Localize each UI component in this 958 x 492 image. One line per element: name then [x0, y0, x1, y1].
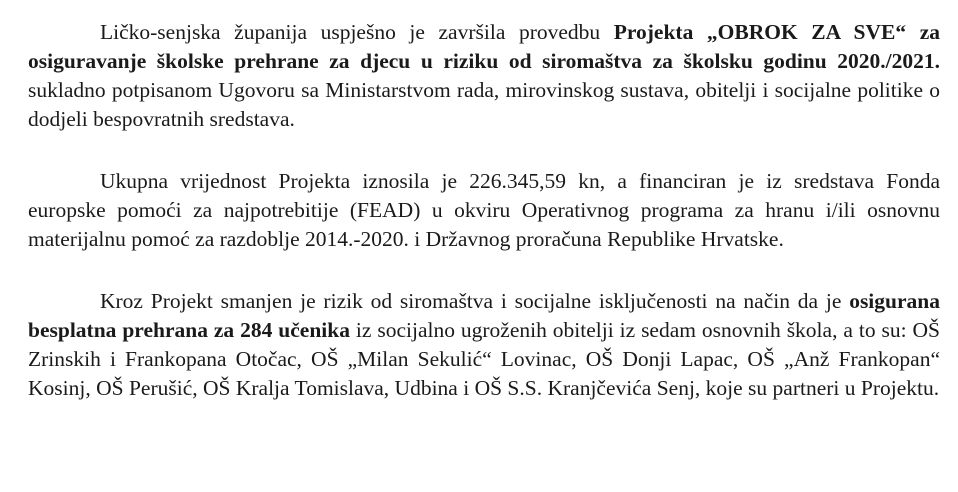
text-segment: Kroz Projekt smanjen je rizik od siromaštva i socijalne isključenosti na način da je — [100, 289, 850, 313]
text-segment: iz socijalno ugroženih obitelji iz sedam osnovnih škola, a to su: OŠ Zrinskih i Frankopana Otočac, OŠ „Milan Sekulić“ Lovinac, OŠ Donji Lapac, OŠ „Anž Frankopan“ Kosinj, OŠ Perušić, OŠ Kralja Tomislava, Udbina i OŠ S.S. Kranjčevića Senj, koje su partneri u Projektu. — [28, 318, 940, 400]
text-segment: sukladno potpisanom Ugovoru sa Ministarstvom rada, mirovinskog sustava, obitelji i socijalne politike o dodjeli bespovratnih sredstava. — [28, 78, 940, 131]
paragraph-project-value — [28, 167, 940, 254]
paragraph-project-completion — [28, 18, 940, 134]
text-segment: Ličko-senjska županija uspješno je završila provedbu — [100, 20, 614, 44]
students-count-bold: osigurana besplatna prehrana za 284 učenika — [28, 289, 940, 342]
text-segment: Ukupna vrijednost Projekta iznosila je 226.345,59 kn, a financiran je iz sredstava Fonda europske pomoći za najpotrebitije (FEAD) u okviru Operativnog programa za hranu i/ili osnovnu materijalnu pomoć za razdoblje 2014.-2020. i Državnog proračuna Republike Hrvatske. — [28, 169, 940, 251]
paragraph-project-outcome — [28, 287, 940, 403]
project-title-bold: Projekta „OBROK ZA SVE“ za osiguravanje školske prehrane za djecu u riziku od siromaštva za školsku godinu 2020./2021. — [28, 20, 940, 73]
